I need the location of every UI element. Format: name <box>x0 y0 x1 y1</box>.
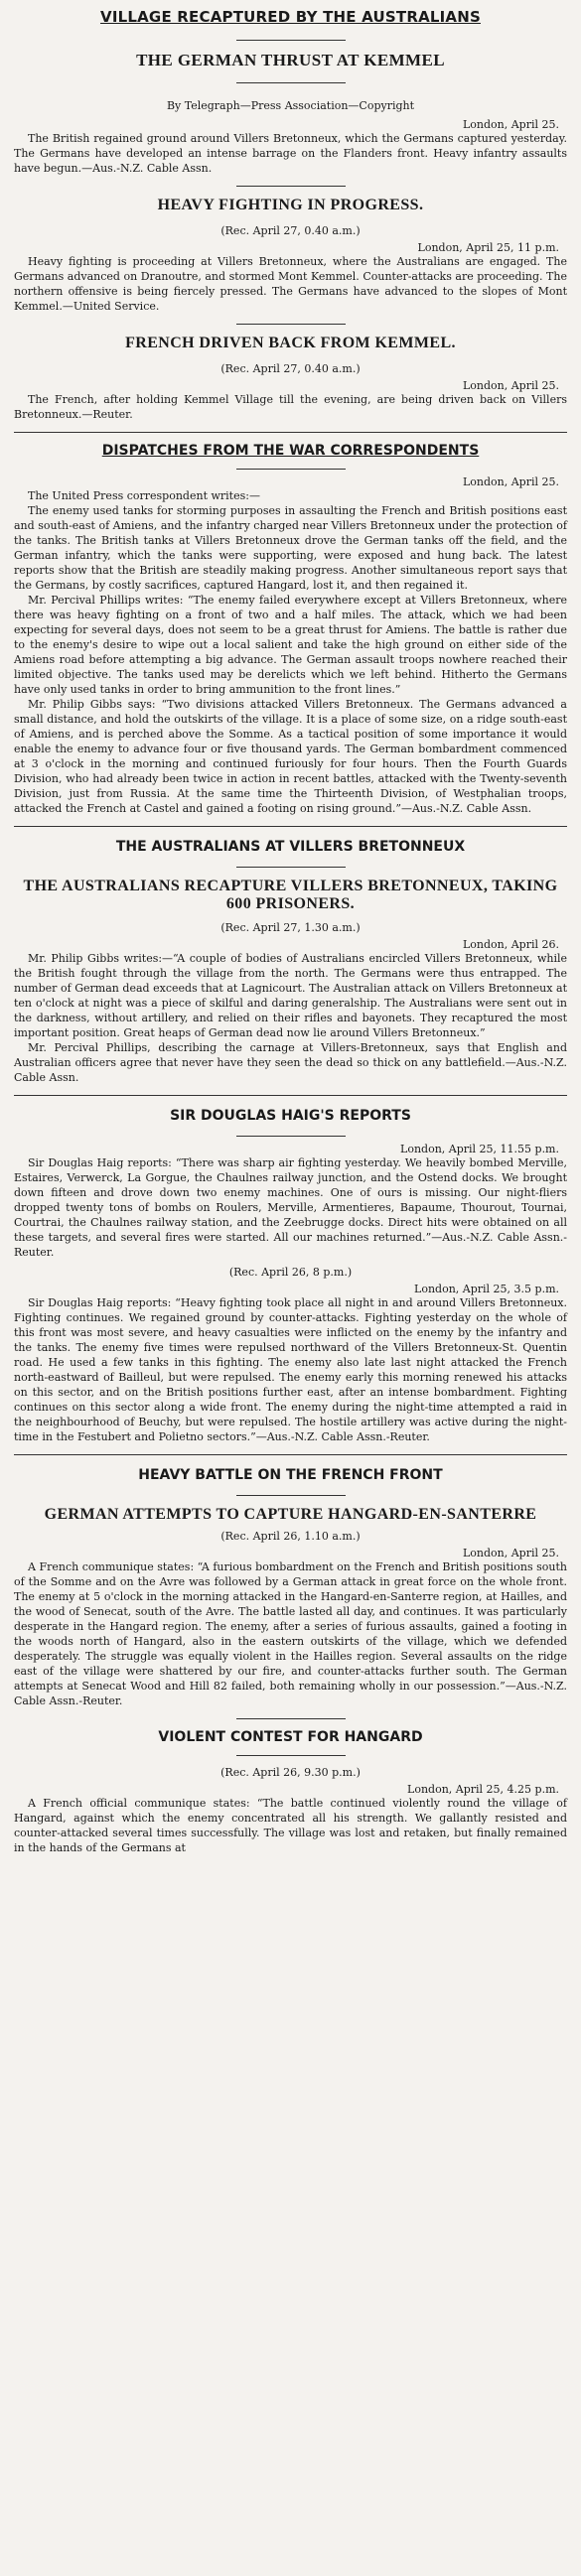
dateline: London, April 25, 11 p.m. <box>417 241 559 254</box>
received-time: (Rec. April 27, 1.30 a.m.) <box>220 921 361 934</box>
dateline: London, April 25, 4.25 p.m. <box>407 1783 559 1796</box>
received-time: (Rec. April 27, 0.40 a.m.) <box>220 224 361 237</box>
article-paragraph: Mr. Percival Phillips writes: “The enemy failed everywhere except at Villers Bretonneux, where there was heavy fighting on a front of two and a half miles. The attack, which we had been expecting for several days, does not seem to be a great thrust for Amiens. The battle is rather due to the enemy's desire to wipe out a local salient and take the high ground on either side of the Amiens road before attempting a big advance. The German assault troops nowhere reached their limited objective. The tanks used may be derelicts which we left behind. Hitherto the Germans have only used tanks in order to bring ammunition to the front lines.” <box>14 594 567 696</box>
article-paragraph: Heavy fighting is proceeding at Villers Bretonneux, where the Australians are engaged. The Germans advanced on Dranoutre, and stormed Mont Kemmel. Counter-attacks are proceeding. The northern offensive is being fiercely pressed. The Germans have advanced to the slopes of Mont Kemmel.—United Service. <box>14 255 567 313</box>
article-paragraph: The enemy used tanks for storming purposes in assaulting the French and British positions east and south-east of Amiens, and the infantry charged near Villers Bretonneux under the protection of the tanks. The British tanks at Villers Bretonneux drove the German tanks off the field, and the German infantry, which the tanks were supporting, were exposed and hung back. The latest reports show that the British are steadily making progress. Another simultaneous report says that the Germans, by costly sacrifices, captured Hangard, lost it, and then regained it. <box>14 504 567 592</box>
sub-headline: THE GERMAN THRUST AT KEMMEL <box>136 51 445 69</box>
divider <box>14 1454 567 1455</box>
dateline: London, April 26. <box>462 938 559 951</box>
article-paragraph: Sir Douglas Haig reports: “There was sharp air fighting yesterday. We heavily bombed Merville, Estaires, Verwerck, La Gorgue, the Chaulnes railway junction, and the Ostend docks. We brought down fifteen and drove down two enemy machines. One of ours is missing. Our night-fliers dropped twenty tons of bombs on Roulers, Merville, Armentieres, Bapaume, Thourout, Tournai, Courtrai, the Chaulnes railway station, and the Zeebrugge docks. Direct hits were obtained on all these targets, and several fires were started. All our machines returned.”—Aus.-N.Z. Cable Assn.-Reuter. <box>14 1156 567 1259</box>
section-heading: HEAVY BATTLE ON THE FRENCH FRONT <box>138 1467 443 1483</box>
article-paragraph: Mr. Philip Gibbs says: “Two divisions attacked Villers Bretonneux. The Germans advanced a small distance, and hold the outskirts of the village. It is a place of some size, on a ridge south-east of Amiens, and is perched above the Somme. As a tactical position of some importance it would enable the enemy to advance four or five thousand yards. The German bombardment commenced at 3 o'clock in the morning and continued furiously for four hours. Then the Fourth Guards Division, who had already been twice in action in recent battles, attacked with the Twenty-seventh Division, just from Russia. At the same time the Thirteenth Division, of Westphalian troops, attacked the French at Castel and gained a footing on rising ground.”—Aus.-N.Z. Cable Assn. <box>14 698 567 815</box>
article-paragraph: Mr. Percival Phillips, describing the carnage at Villers-Bretonneux, says that English and Australian officers agree that never have they seen the dead so thick on any battlefield.—Aus.-N.Z. Cable Assn. <box>14 1041 567 1084</box>
section-heading: VIOLENT CONTEST FOR HANGARD <box>158 1729 423 1745</box>
divider <box>236 1718 346 1719</box>
dateline: London, April 25. <box>462 118 559 131</box>
dateline: London, April 25. <box>462 1547 559 1559</box>
divider <box>236 1755 346 1756</box>
section-heading: HEAVY FIGHTING IN PROGRESS. <box>157 197 424 213</box>
article-paragraph: Sir Douglas Haig reports: “Heavy fighting took place all night in and around Villers Bretonneux. Fighting continues. We regained ground by counter-attacks. Fighting yesterday on the whole of this front was most severe, and heavy casualties were inflicted on the enemy by the infantry and the tanks. The enemy five times were repulsed northward of the Villers Bretonneux-St. Quentin road. He used a few tanks in this fighting. The enemy also late last night attacked the French north-eastward of Bailleul, but were repulsed. The enemy early this morning renewed his attacks on this sector, and on the British positions further east, after an intense bombardment. Fighting continues on this sector along a wide front. The enemy during the night-time attempted a raid in the neighbourhood of Beuchy, but were repulsed. The hostile artillery was active during the night-time in the Festubert and Polietno sectors.”—Aus.-N.Z. Cable Assn.-Reuter. <box>14 1296 567 1443</box>
article-paragraph: The French, after holding Kemmel Village till the evening, are being driven back on Villers Bretonneux.—Reuter. <box>14 393 567 421</box>
article-paragraph: The British regained ground around Villers Bretonneux, which the Germans captured yesterday. The Germans have developed an intense barrage on the Flanders front. Heavy infantry assaults have begun.—Aus.-N.Z. Cable Assn. <box>14 132 567 175</box>
divider <box>236 469 346 470</box>
received-time: (Rec. April 26, 9.30 p.m.) <box>220 1766 361 1779</box>
section-heading: FRENCH DRIVEN BACK FROM KEMMEL. <box>125 335 456 351</box>
section-heading: SIR DOUGLAS HAIG'S REPORTS <box>170 1108 411 1124</box>
article-paragraph: A French official communique states: “The battle continued violently round the village of Hangard, against which the enemy concentrated all his strength. We gallantly resisted and counter-attacked several times successfully. The village was lost and retaken, but finally remained in the hands of the Germans at <box>14 1797 567 1854</box>
divider <box>14 1095 567 1096</box>
divider <box>14 432 567 433</box>
article-paragraph: A French communique states: “A furious bombardment on the French and British positions south of the Somme and on the Avre was followed by a German attack in great force on the whole front. The enemy at 5 o'clock in the morning attacked in the Hangard-en-Santerre region, at Hailles, and the wood of Senecat, south of the Avre. The battle lasted all day, and continues. It was particularly desperate in the Hangard region. The enemy, after a series of furious assaults, gained a footing in the woods north of Hangard, also in the eastern outskirts of the village, which we defended desperately. The struggle was equally violent in the Hailles region. Several assaults on the ridge east of the village were shattered by our fire, and counter-attacks further south. The German attempts at Senecat Wood and Hill 82 failed, both remaining wholly in our possession.”—Aus.-N.Z. Cable Assn.-Reuter. <box>14 1560 567 1707</box>
article-paragraph: Mr. Philip Gibbs writes:—“A couple of bodies of Australians encircled Villers Bretonneux, while the British fought through the village from the north. The Germans were thus entrapped. The number of German dead exceeds that at Lagnicourt. The Australian attack on Villers Bretonneux at ten o'clock at night was a piece of skilful and daring generalship. The Australians were sent out in the darkness, without artillery, and relied on their rifles and bayonets. They recaptured the most important position. Great heaps of German dead now lie around Villers Bretonneux.” <box>14 952 567 1039</box>
divider <box>14 826 567 827</box>
section-subheading: THE AUSTRALIANS RECAPTURE VILLERS BRETONNEUX, TAKING 600 PRISONERS. <box>23 878 558 912</box>
received-time: (Rec. April 27, 0.40 a.m.) <box>220 362 361 375</box>
divider <box>236 1136 346 1137</box>
divider <box>236 324 346 325</box>
dateline: London, April 25. <box>462 379 559 392</box>
section-subheading: GERMAN ATTEMPTS TO CAPTURE HANGARD-EN-SANTERRE <box>44 1506 537 1523</box>
main-headline: VILLAGE RECAPTURED BY THE AUSTRALIANS <box>100 8 481 26</box>
received-time: (Rec. April 26, 8 p.m.) <box>228 1266 353 1279</box>
divider <box>236 186 346 187</box>
divider <box>236 1495 346 1496</box>
received-time: (Rec. April 26, 1.10 a.m.) <box>220 1530 361 1543</box>
divider <box>236 82 346 83</box>
divider <box>236 40 346 41</box>
byline: By Telegraph—Press Association—Copyright <box>166 99 415 112</box>
dateline: London, April 25, 11.55 p.m. <box>400 1143 559 1155</box>
article-paragraph: The United Press correspondent writes:— <box>28 489 260 502</box>
section-heading: THE AUSTRALIANS AT VILLERS BRETONNEUX <box>115 839 466 855</box>
dateline: London, April 25, 3.5 p.m. <box>414 1283 559 1295</box>
dateline: London, April 25. <box>462 475 559 488</box>
divider <box>236 867 346 868</box>
section-heading: DISPATCHES FROM THE WAR CORRESPONDENTS <box>101 443 480 459</box>
